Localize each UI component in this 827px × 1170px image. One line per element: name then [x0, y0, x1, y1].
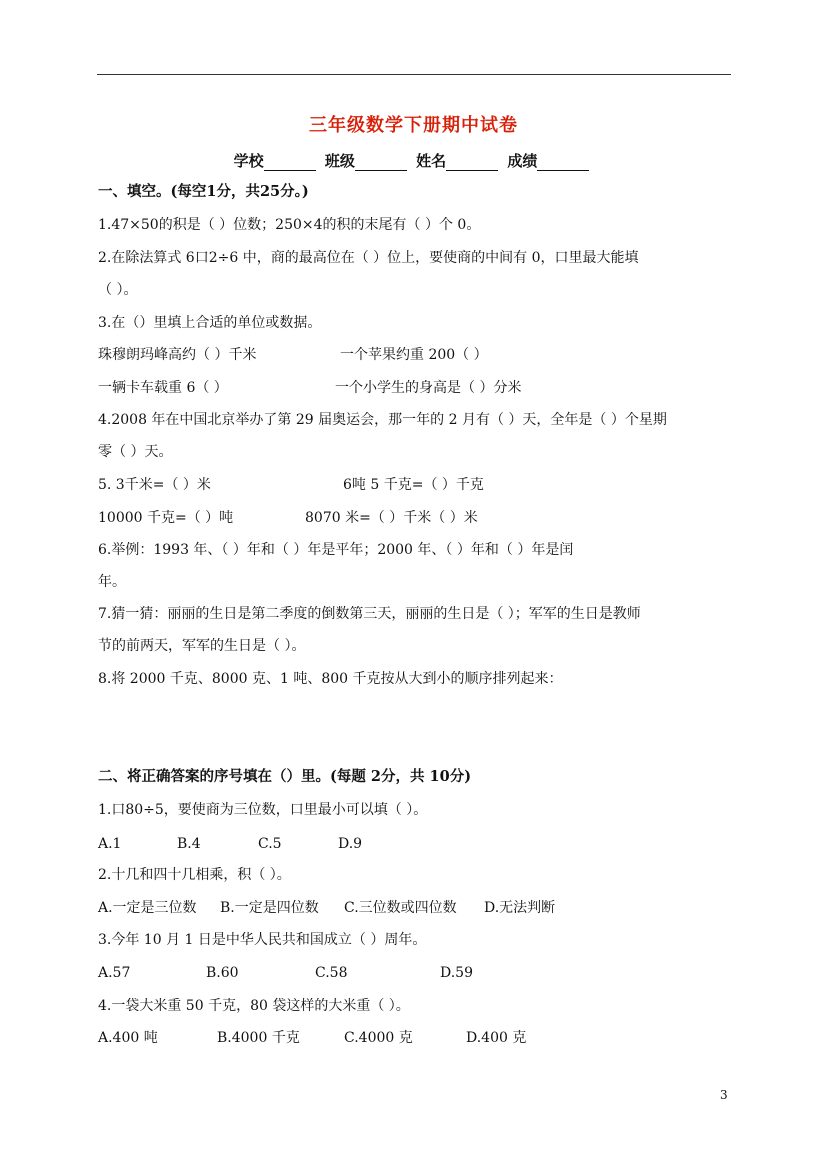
s1-question-4-line2: 零（ ）天。 [98, 444, 173, 460]
s1-question-4-line1: 4.2008 年在中国北京举办了第 29 届奥运会，那一年的 2 月有（ ）天，全年是（ ）个星期 [98, 412, 667, 428]
s2-question-1: 1.口80÷5，要使商为三位数，口里最小可以填（ ）。 [98, 802, 428, 818]
s2-q4-option-d: D.400 克 [466, 1030, 527, 1046]
s2-question-4: 4.一袋大米重 50 千克，80 袋这样的大米重（ ）。 [98, 998, 410, 1014]
s1-q5-item-8070m: 8070 米=（ ）千米（ ）米 [305, 510, 478, 526]
s2-q3-option-a: A.57 [98, 965, 131, 981]
s1-q5-item-10000kg: 10000 千克=（ ）吨 [98, 510, 234, 526]
s1-q3-item-truck: 一辆卡车载重 6（ ） [98, 380, 228, 396]
s2-q4-option-b: B.4000 千克 [217, 1030, 300, 1046]
s2-q1-option-b: B.4 [177, 836, 201, 852]
s1-question-6-line2: 年。 [98, 574, 126, 590]
s2-q4-option-c: C.4000 克 [344, 1030, 413, 1046]
s1-question-7-line2: 节的前两天，军军的生日是（ ）。 [98, 638, 306, 654]
exam-title: 三年级数学下册期中试卷 [309, 115, 518, 136]
class-blank [355, 156, 407, 171]
s1-question-8: 8.将 2000 千克、8000 克、1 吨、800 千克按从大到小的顺序排列起来： [98, 671, 563, 687]
name-blank [446, 156, 498, 171]
s2-q4-option-a: A.400 吨 [98, 1030, 158, 1046]
s2-q2-option-a: A.一定是三位数 [98, 900, 197, 916]
section1-heading: 一、填空。(每空1分，共25分。) [98, 183, 309, 200]
s1-question-7-line1: 7.猜一猜：丽丽的生日是第二季度的倒数第三天，丽丽的生日是（ ）；军军的生日是教师 [98, 606, 641, 622]
s2-q1-option-d: D.9 [338, 836, 363, 852]
s1-question-3: 3.在（）里填上合适的单位或数据。 [98, 315, 322, 331]
s2-question-2: 2.十几和四十几相乘，积（ ）。 [98, 867, 291, 883]
s2-q1-option-c: C.5 [258, 836, 282, 852]
s1-question-2-line1: 2.在除法算式 6口2÷6 中，商的最高位在（ ）位上，要使商的中间有 0，口里最大能填 [98, 250, 639, 266]
s2-q2-option-c: C.三位数或四位数 [344, 900, 457, 916]
s1-question-6-line1: 6.举例：1993 年、（ ）年和（ ）年是平年；2000 年、（ ）年和（ ）年是闰 [98, 542, 574, 558]
s1-q5-item-ton-kg: 6吨 5 千克=（ ）千克 [343, 477, 484, 493]
score-label: 成绩 [507, 152, 538, 170]
school-blank [264, 156, 316, 171]
section2-heading: 二、将正确答案的序号填在（）里。(每题 2分，共 10分) [98, 768, 472, 785]
name-label: 姓名 [416, 152, 447, 170]
header-rule [97, 74, 731, 75]
s2-q3-option-b: B.60 [206, 965, 239, 981]
s1-question-2-line2: （ ）。 [98, 282, 138, 298]
s1-q3-item-apple: 一个苹果约重 200（ ） [340, 347, 488, 363]
s2-q2-option-b: B.一定是四位数 [220, 900, 319, 916]
page-number: 3 [720, 1088, 728, 1102]
school-label: 学校 [233, 152, 264, 170]
score-blank [537, 156, 589, 171]
s2-q3-option-c: C.58 [315, 965, 348, 981]
student-info-line [0, 150, 827, 171]
s1-q3-item-student-height: 一个小学生的身高是（ ）分米 [335, 380, 522, 396]
s2-q1-option-a: A.1 [98, 836, 122, 852]
s1-question-1: 1.47×50的积是（ ）位数；250×4的积的末尾有（ ）个 0。 [98, 217, 481, 233]
s2-q2-option-d: D.无法判断 [484, 900, 556, 916]
class-label: 班级 [324, 152, 355, 170]
s1-q3-item-everest: 珠穆朗玛峰高约（ ）千米 [98, 347, 257, 363]
s2-question-3: 3.今年 10 月 1 日是中华人民共和国成立（ ）周年。 [98, 932, 427, 948]
s1-q5-item-km: 5. 3千米=（ ）米 [98, 477, 211, 493]
s2-q3-option-d: D.59 [440, 965, 473, 981]
